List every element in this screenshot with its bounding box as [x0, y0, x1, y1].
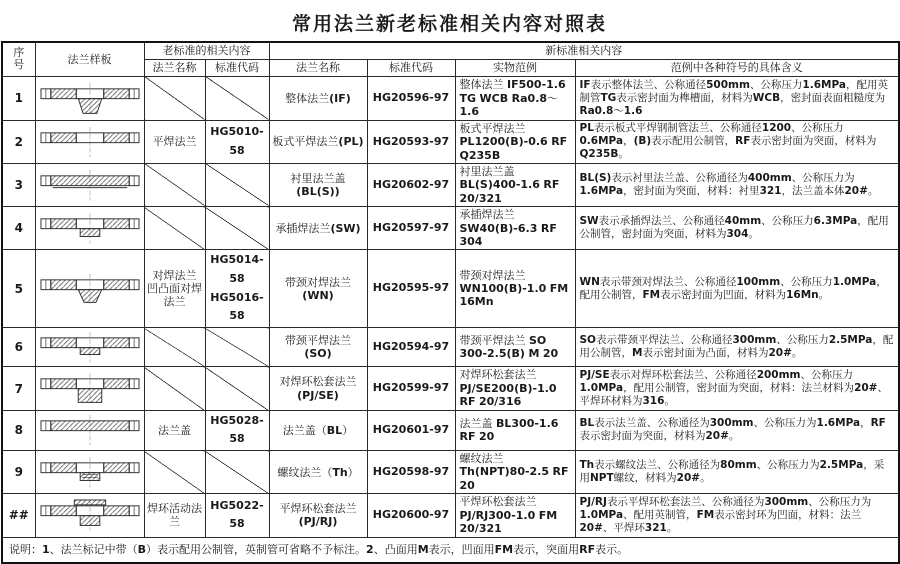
cell-example: 带颈对焊法兰 WN100(B)-1.0 FM 16Mn: [455, 250, 575, 328]
cell-example: 带颈平焊法兰 SO 300-2.5(B) M 20: [455, 328, 575, 367]
cell-serial: 1: [2, 76, 35, 120]
cell-old-std-code: [205, 207, 269, 250]
cell-example: 衬里法兰盖 BL(S)400-1.6 RF 20/321: [455, 163, 575, 206]
comparison-table: [1, 41, 900, 564]
cell-meaning: PJ/SE表示对焊环松套法兰、公称通径200mm、公称压力1.0MPa，配用公制管，密封面为突面，材料：法兰材料为20#、平焊环材料为316。: [575, 367, 899, 410]
header-old-flange-name: 法兰名称: [144, 59, 205, 76]
flange-drawing-cell: [35, 250, 144, 328]
header-serial: [2, 42, 35, 76]
cell-old-std-code: HG5010-58: [205, 120, 269, 163]
cell-new-flange-name: 带颈平焊法兰(SO): [269, 328, 367, 367]
flange-drawing-cell: [35, 410, 144, 450]
flange-drawing-cell: [35, 328, 144, 367]
cell-meaning: BL表示法兰盖、公称通径为300mm、公称压力为1.6MPa，RF表示密封面为突面，材料为20#。: [575, 410, 899, 450]
cell-old-std-code: [205, 328, 269, 367]
table-row: [2, 76, 899, 120]
flange-drawing: [39, 413, 141, 447]
cell-old-flange-name: 焊环活动法兰: [144, 494, 205, 537]
flange-drawing-cell: [35, 494, 144, 537]
table-row: [2, 207, 899, 250]
cell-example: 整体法兰 IF500-1.6 TG WCB Ra0.8～1.6: [455, 76, 575, 120]
flange-drawing: [39, 330, 141, 364]
cell-old-flange-name: 对焊法兰 凹凸面对焊法兰: [144, 250, 205, 328]
cell-new-flange-name: 法兰盖（BL）: [269, 410, 367, 450]
header-new-flange-name: 法兰名称: [269, 59, 367, 76]
cell-meaning: PJ/RJ表示平焊环松套法兰、公称通径为300mm、公称压力为1.0MPa、配用英制管，FM表示密封环为凹面，材料：法兰20#、平焊环321。: [575, 494, 899, 537]
table-row: [2, 367, 899, 410]
cell-old-flange-name: 法兰盖: [144, 410, 205, 450]
cell-old-std-code: [205, 163, 269, 206]
cell-new-flange-name: 对焊环松套法兰 (PJ/SE): [269, 367, 367, 410]
flange-drawing: [39, 455, 141, 489]
flange-drawing-cell: [35, 120, 144, 163]
cell-new-flange-name: 承插焊法兰(SW): [269, 207, 367, 250]
flange-drawing-cell: [35, 367, 144, 410]
cell-serial: 2: [2, 120, 35, 163]
cell-old-std-code: [205, 76, 269, 120]
cell-meaning: BL(S)表示衬里法兰盖、公称通径为400mm、公称压力为1.6MPa，密封面为突面，材料：衬里321，法兰盖本体20#。: [575, 163, 899, 206]
header-old-standard-group: 老标准的相关内容: [144, 42, 269, 59]
cell-meaning: IF表示整体法兰、公称通径500mm、公称压力1.6MPa，配用英制管TG表示密封面为榫槽面，材料为WCB，密封面表面粗糙度为Ra0.8～1.6: [575, 76, 899, 120]
cell-old-flange-name: 平焊法兰: [144, 120, 205, 163]
cell-new-flange-name: 平焊环松套法兰 (PJ/RJ): [269, 494, 367, 537]
table-row: [2, 494, 899, 537]
cell-meaning: SO表示带颈平焊法兰、公称通径300mm、公称压力2.5MPa，配用公制管，M表示密封面为凸面，材料为20#。: [575, 328, 899, 367]
table-header: [2, 42, 899, 76]
cell-old-std-code: HG5022-58: [205, 494, 269, 537]
cell-new-flange-name: 螺纹法兰（Th）: [269, 451, 367, 494]
cell-old-flange-name: [144, 328, 205, 367]
cell-new-std-code: HG20597-97: [367, 207, 455, 250]
cell-example: 法兰盖 BL300-1.6 RF 20: [455, 410, 575, 450]
cell-old-flange-name: [144, 367, 205, 410]
cell-meaning: PL表示板式平焊钢制管法兰、公称通径1200、公称压力0.6MPa，(B)表示配用公制管，RF表示密封面为突面，材料为Q235B。: [575, 120, 899, 163]
header-serial-label: 序号: [13, 45, 25, 72]
cell-example: 对焊环松套法兰 PJ/SE200(B)-1.0 RF 20/316: [455, 367, 575, 410]
cell-meaning: Th表示螺纹法兰、公称通径为80mm、公称压力为2.5MPa，采用NPT螺纹，材料为20#。: [575, 451, 899, 494]
cell-example: 承插焊法兰 SW40(B)-6.3 RF 304: [455, 207, 575, 250]
cell-serial: 3: [2, 163, 35, 206]
table-row: [2, 163, 899, 206]
cell-old-std-code: HG5028-58: [205, 410, 269, 450]
flange-drawing-cell: [35, 76, 144, 120]
footnote: 说明：1、法兰标记中带（B）表示配用公制管，英制管可省略不予标注。2、凸面用M表示，凹面用FM表示，突面用RF表示。: [2, 537, 899, 563]
cell-serial: 7: [2, 367, 35, 410]
header-example: 实物范例: [455, 59, 575, 76]
header-old-std-code: 标准代码: [205, 59, 269, 76]
cell-new-std-code: HG20595-97: [367, 250, 455, 328]
cell-new-std-code: HG20598-97: [367, 451, 455, 494]
cell-old-flange-name: [144, 76, 205, 120]
cell-example: 平焊环松套法兰 PJ/RJ300-1.0 FM 20/321: [455, 494, 575, 537]
cell-new-std-code: HG20600-97: [367, 494, 455, 537]
flange-drawing: [39, 211, 141, 245]
cell-serial: 5: [2, 250, 35, 328]
cell-serial: 6: [2, 328, 35, 367]
cell-new-flange-name: 板式平焊法兰(PL): [269, 120, 367, 163]
table-body: [2, 76, 899, 537]
cell-new-std-code: HG20593-97: [367, 120, 455, 163]
cell-serial: 9: [2, 451, 35, 494]
cell-new-std-code: HG20602-97: [367, 163, 455, 206]
flange-drawing: [39, 81, 141, 115]
cell-serial: 8: [2, 410, 35, 450]
cell-meaning: SW表示承插焊法兰、公称通径40mm、公称压力6.3MPa，配用公制管，密封面为突面，材料为304。: [575, 207, 899, 250]
table-row: [2, 451, 899, 494]
cell-old-flange-name: [144, 207, 205, 250]
cell-old-flange-name: [144, 451, 205, 494]
flange-drawing: [39, 371, 141, 405]
header-new-standard-group: 新标准相关内容: [269, 42, 899, 59]
cell-old-std-code: [205, 451, 269, 494]
header-meaning: 范例中各种符号的具体含义: [575, 59, 899, 76]
table-row: [2, 328, 899, 367]
flange-drawing: [39, 272, 141, 306]
cell-new-std-code: HG20596-97: [367, 76, 455, 120]
cell-new-flange-name: 带颈对焊法兰(WN): [269, 250, 367, 328]
flange-drawing-cell: [35, 451, 144, 494]
table-row: [2, 410, 899, 450]
cell-old-std-code: [205, 367, 269, 410]
cell-serial: 4: [2, 207, 35, 250]
cell-example: 螺纹法兰 Th(NPT)80-2.5 RF 20: [455, 451, 575, 494]
cell-new-flange-name: 整体法兰(IF): [269, 76, 367, 120]
flange-drawing-cell: [35, 163, 144, 206]
cell-new-std-code: HG20594-97: [367, 328, 455, 367]
header-new-std-code: 标准代码: [367, 59, 455, 76]
page-title: 常用法兰新老标准相关内容对照表: [291, 12, 607, 35]
cell-example: 板式平焊法兰 PL1200(B)-0.6 RF Q235B: [455, 120, 575, 163]
cell-new-std-code: HG20599-97: [367, 367, 455, 410]
flange-drawing: [39, 125, 141, 159]
footnote-row: [2, 537, 899, 563]
cell-new-flange-name: 衬里法兰盖(BL(S)): [269, 163, 367, 206]
flange-drawing-cell: [35, 207, 144, 250]
table-row: [2, 250, 899, 328]
header-flange-sample: 法兰样板: [35, 42, 144, 76]
cell-old-flange-name: [144, 163, 205, 206]
cell-old-std-code: HG5014-58 HG5016-58: [205, 250, 269, 328]
cell-new-std-code: HG20601-97: [367, 410, 455, 450]
flange-drawing: [39, 168, 141, 202]
table-row: [2, 120, 899, 163]
cell-meaning: WN表示带颈对焊法兰、公称通径100mm、公称压力1.0MPa，配用公制管，FM表示密封面为凹面，材料为16Mn。: [575, 250, 899, 328]
flange-drawing: [39, 498, 141, 532]
cell-serial: ##: [2, 494, 35, 537]
